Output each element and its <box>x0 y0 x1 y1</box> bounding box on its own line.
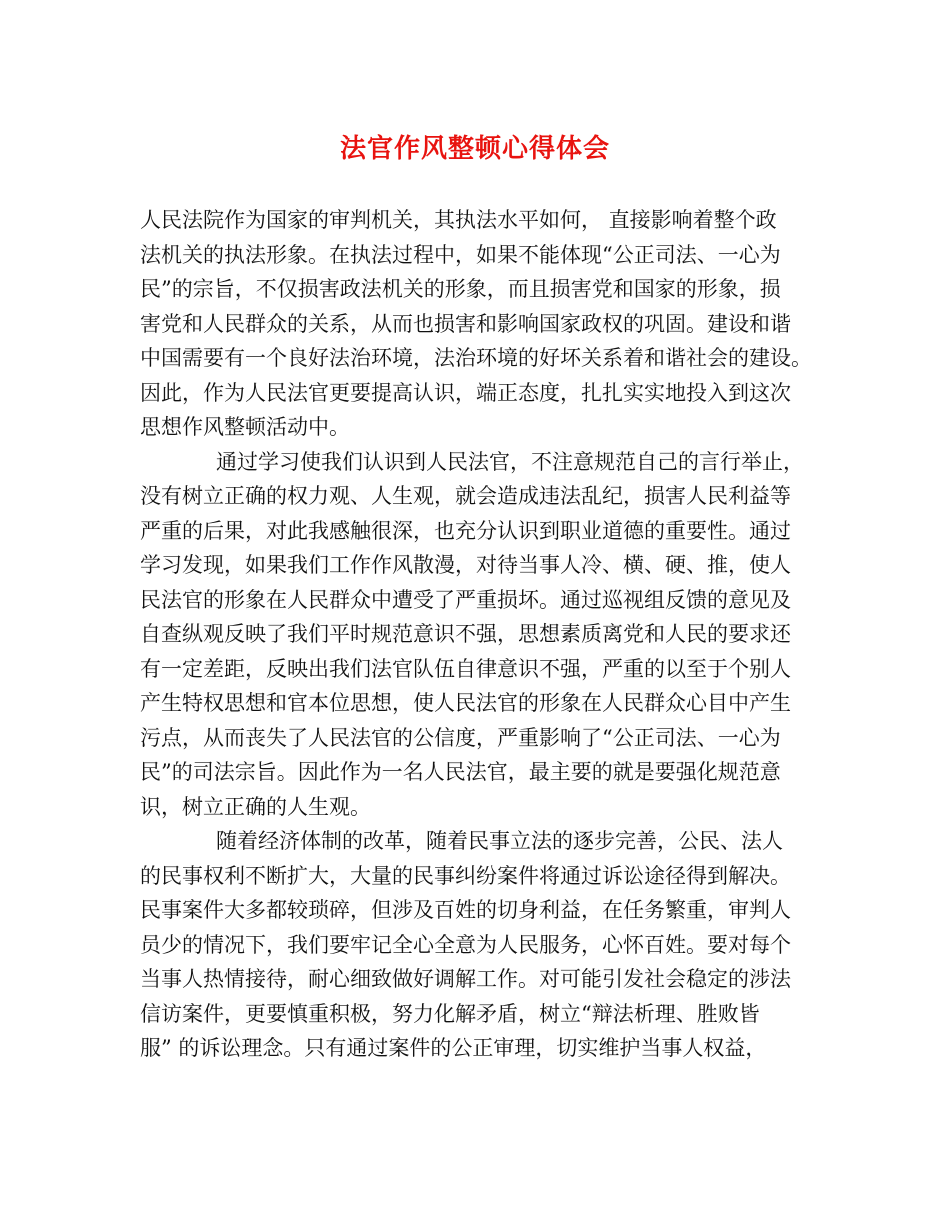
paragraph <box>140 824 820 1066</box>
paragraph-line: 信访案件，更要慎重积极，努力化解矛盾，树立“辩法析理、胜败皆 <box>140 1001 760 1026</box>
paragraph-line: 随着经济体制的改革，随着民事立法的逐步完善，公民、法人 <box>216 829 783 853</box>
paragraph-line: 识，树立正确的人生观。 <box>140 794 371 819</box>
document-title: 法官作风整顿心得体会 <box>339 134 610 164</box>
paragraph-line: 害党和人民群众的关系，从而也损害和影响国家政权的巩固。建设和谐 <box>140 311 791 336</box>
paragraph-line: 员少的情况下，我们要牢记全心全意为人民服务，心怀百姓。要对每个 <box>140 932 791 957</box>
paragraph-line: 通过学习使我们认识到人民法官，不注意规范自己的言行举止， <box>216 449 804 474</box>
paragraph-line: 法机关的执法形象。在执法过程中，如果不能体现“公正司法、一心为 <box>140 242 781 267</box>
paragraph-line: 民”的司法宗旨。因此作为一名人民法官，最主要的就是要强化规范意 <box>140 760 781 784</box>
paragraph-line: 产生特权思想和官本位思想，使人民法官的形象在人民群众心目中产生 <box>140 691 791 715</box>
paragraph-line: 人民法院作为国家的审判机关，其执法水平如何， 直接影响着整个政 <box>140 208 777 232</box>
paragraph-line: 当事人热情接待，耐心细致做好调解工作。对可能引发社会稳定的涉法 <box>140 967 791 991</box>
paragraph-line: 民”的宗旨，不仅损害政法机关的形象，而且损害党和国家的形象，损 <box>140 277 781 301</box>
paragraph-line: 自查纵观反映了我们平时规范意识不强，思想素质离党和人民的要求还 <box>140 622 791 646</box>
paragraph-line: 污点，从而丧失了人民法官的公信度，严重影响了“公正司法、一心为 <box>140 725 781 750</box>
paragraph-line: 中国需要有一个良好法治环境，法治环境的好坏关系着和谐社会的建设。 <box>140 346 812 370</box>
paragraph-line: 思想作风整顿活动中。 <box>140 415 350 439</box>
document-body <box>140 203 820 1066</box>
paragraph-line: 民法官的形象在人民群众中遭受了严重损坏。通过巡视组反馈的意见及 <box>140 587 791 612</box>
paragraph <box>140 203 820 445</box>
paragraph <box>140 445 820 825</box>
paragraph-line: 的民事权利不断扩大，大量的民事纠纷案件将通过诉讼途径得到解决。 <box>140 863 791 888</box>
paragraph-line: 服” 的诉讼理念。只有通过案件的公正审理，切实维护当事人权益， <box>140 1036 767 1060</box>
paragraph-line: 学习发现，如果我们工作作风散漫，对待当事人冷、横、硬、推，使人 <box>140 553 791 577</box>
paragraph-line: 严重的后果，对此我感触很深，也充分认识到职业道德的重要性。通过 <box>140 518 791 543</box>
paragraph-line: 有一定差距，反映出我们法官队伍自律意识不强，严重的以至于个别人 <box>140 656 791 681</box>
paragraph-line: 因此，作为人民法官更要提高认识，端正态度，扎扎实实地投入到这次 <box>140 380 791 405</box>
paragraph-line: 民事案件大多都较琐碎，但涉及百姓的切身利益，在任务繁重，审判人 <box>140 898 791 922</box>
paragraph-line: 没有树立正确的权力观、人生观，就会造成违法乱纪，损害人民利益等 <box>140 484 791 508</box>
